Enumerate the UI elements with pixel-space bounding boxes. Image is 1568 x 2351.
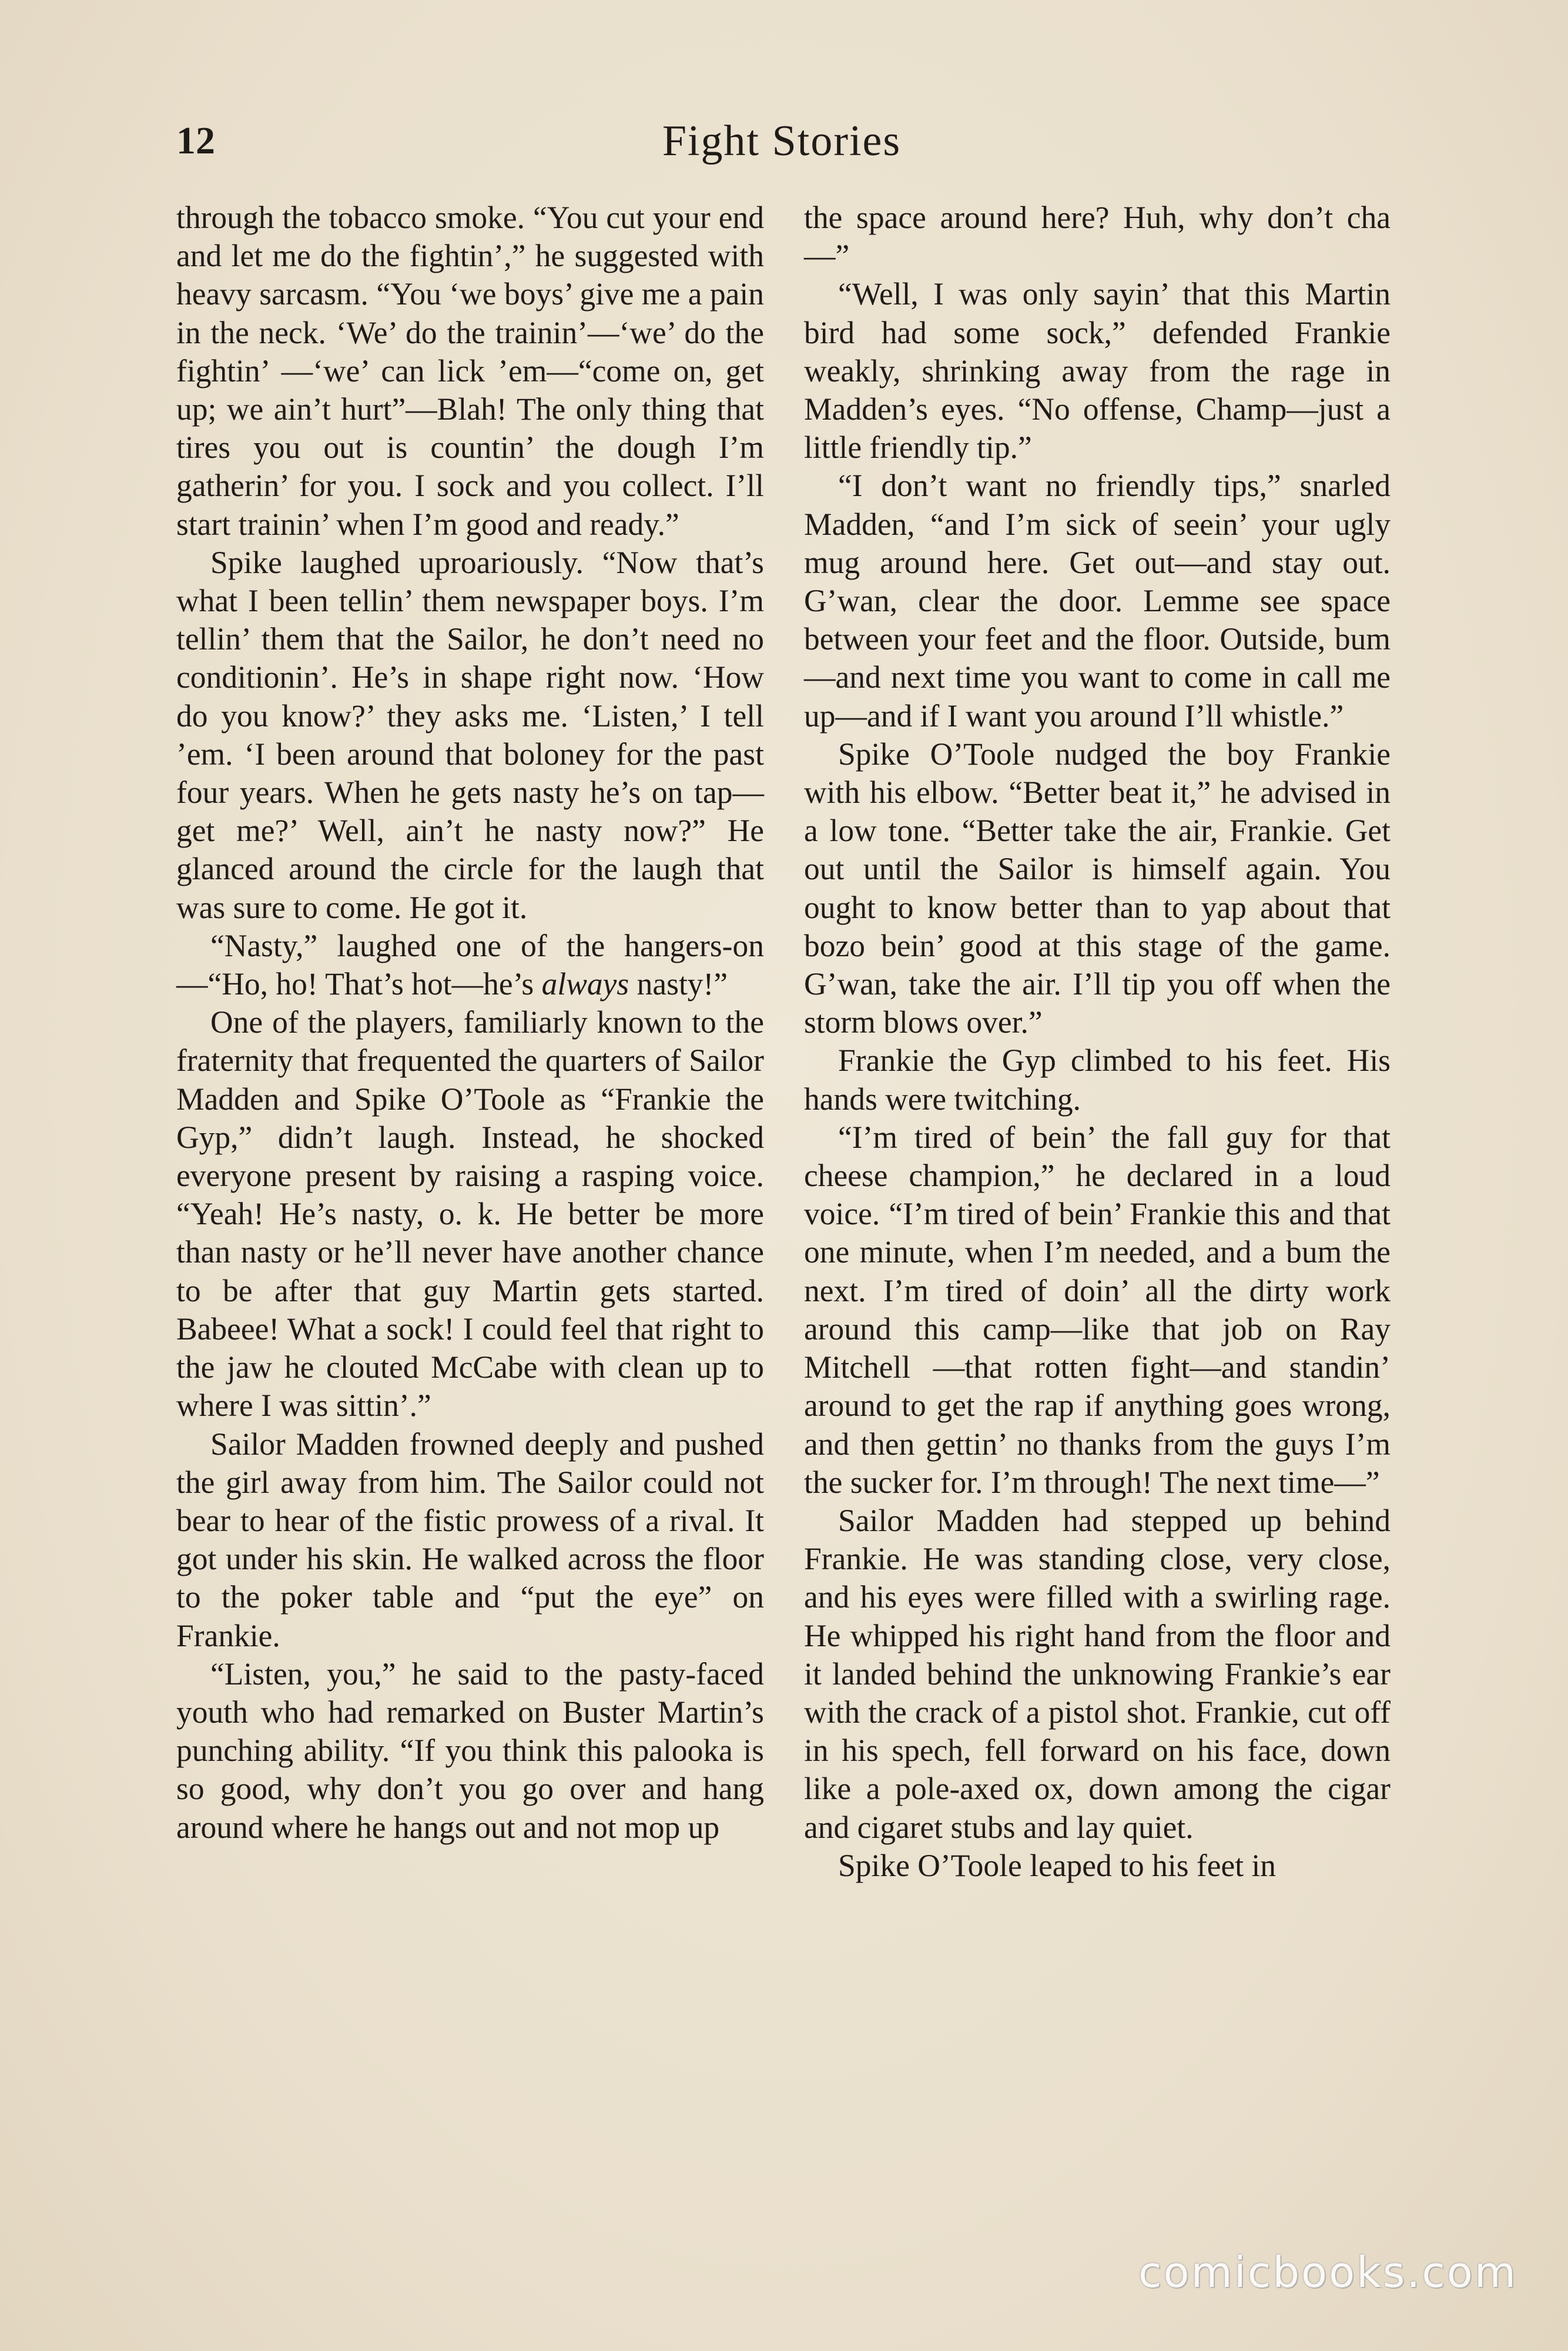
paragraph: Sailor Madden had stepped up behind Frankie. He was standing close, very close, and his eyes were filled with a swirling rage. He whipped his right hand from the floor and it landed behind the unknowing Frankie’s ear with the crack of a pistol shot. Frankie, cut off in his spech, fell forward on his face, down like a pole-axed ox, down among the cigar and cigaret stubs and lay quiet. (804, 1502, 1391, 1845)
page-header (176, 112, 1387, 170)
paragraph: “I don’t want no friendly tips,” snarled Madden, “and I’m sick of seein’ your ugly mug around here. Get out—and stay out. G’wan, clear the door. Lemme see space between your feet and the floor. Outside, bum—and next time you want to come in call me up—and if I want you around I’ll whistle.” (804, 468, 1391, 734)
paragraph: Sailor Madden frowned deeply and pushed the girl away from him. The Sailor could not bear to hear of the fistic prowess of a rival. It got under his skin. He walked across the floor to the poker table and “put the eye” on Frankie. (176, 1426, 764, 1653)
paragraph: “Well, I was only sayin’ that this Martin bird had some sock,” defended Frankie weakly, shrinking away from the rage in Madden’s eyes. “No offense, Champ—just a little friendly tip.” (804, 276, 1391, 465)
paragraph: Spike O’Toole nudged the boy Frankie with his elbow. “Better beat it,” he advised in a low tone. “Better take the air, Frankie. Get out until the Sailor is himself again. You ought to know better than to yap about that bozo bein’ good at this stage of the game. G’wan, take the air. I’ll tip you off when the storm blows over.” (804, 736, 1391, 1040)
paragraph: the space around here? Huh, why don’t cha—” (804, 200, 1391, 274)
paragraph: Spike laughed uproariously. “Now that’s what I been tellin’ them newspaper boys. I’m tellin’ them that the Sailor, he don’t need no conditionin’. He’s in shape right now. ‘How do you know?’ they asks me. ‘Listen,’ I tell ’em. ‘I been around that boloney for the past four years. When he gets nasty he’s on tap—get me?’ Well, ain’t he nasty now?” He glanced around the circle for the laugh that was sure to come. He got it. (176, 544, 764, 925)
right-column (804, 199, 1391, 1885)
paragraph: “Nasty,” laughed one of the hangers-on—“Ho, ho! That’s hot—he’s always nasty!” (176, 927, 764, 1002)
left-column (176, 199, 764, 1847)
paragraph: “I’m tired of bein’ the fall guy for that cheese champion,” he declared in a loud voice. “I’m tired of bein’ Frankie this and that one minute, when I’m needed, and a bum the next. I’m tired of doin’ all the dirty work around this camp—like that job on Ray Mitchell —that rotten fight—and standin’ around to get the rap if anything goes wrong, and then gettin’ no thanks from the guys I’m the sucker for. I’m through! The next time—” (804, 1119, 1391, 1500)
paragraph: through the tobacco smoke. “You cut your end and let me do the fightin’,” he suggested with heavy sarcasm. “You ‘we boys’ give me a pain in the neck. ‘We’ do the trainin’—‘we’ do the fightin’ —‘we’ can lick ’em—“come on, get up; we ain’t hurt”—Blah! The only thing that tires you out is countin’ the dough I’m gatherin’ for you. I sock and you collect. I’ll start trainin’ when I’m good and ready.” (176, 200, 764, 542)
paragraph: One of the players, familiarly known to the fraternity that frequented the quarters of Sailor Madden and Spike O’Toole as “Frankie the Gyp,” didn’t laugh. Instead, he shocked everyone present by raising a rasping voice. “Yeah! He’s nasty, o. k. He better be more than nasty or he’ll never have another chance to be after that guy Martin gets started. Babeee! What a sock! I could feel that right to the jaw he clouted McCabe with clean up to where I was sittin’.” (176, 1004, 764, 1424)
paragraph: “Listen, you,” he said to the pasty-faced youth who had remarked on Buster Martin’s punching ability. “If you think this palooka is so good, why don’t you go over and hang around where he hangs out and not mop up (176, 1656, 764, 1845)
paragraph: Frankie the Gyp climbed to his feet. His hands were twitching. (804, 1043, 1391, 1117)
emphasis: always (541, 966, 629, 1002)
page-number: 12 (176, 119, 215, 162)
watermark-logo: comicbooks.com (1138, 2248, 1517, 2297)
paragraph: Spike O’Toole leaped to his feet in (838, 1847, 1276, 1883)
running-title: Fight Stories (662, 117, 902, 165)
